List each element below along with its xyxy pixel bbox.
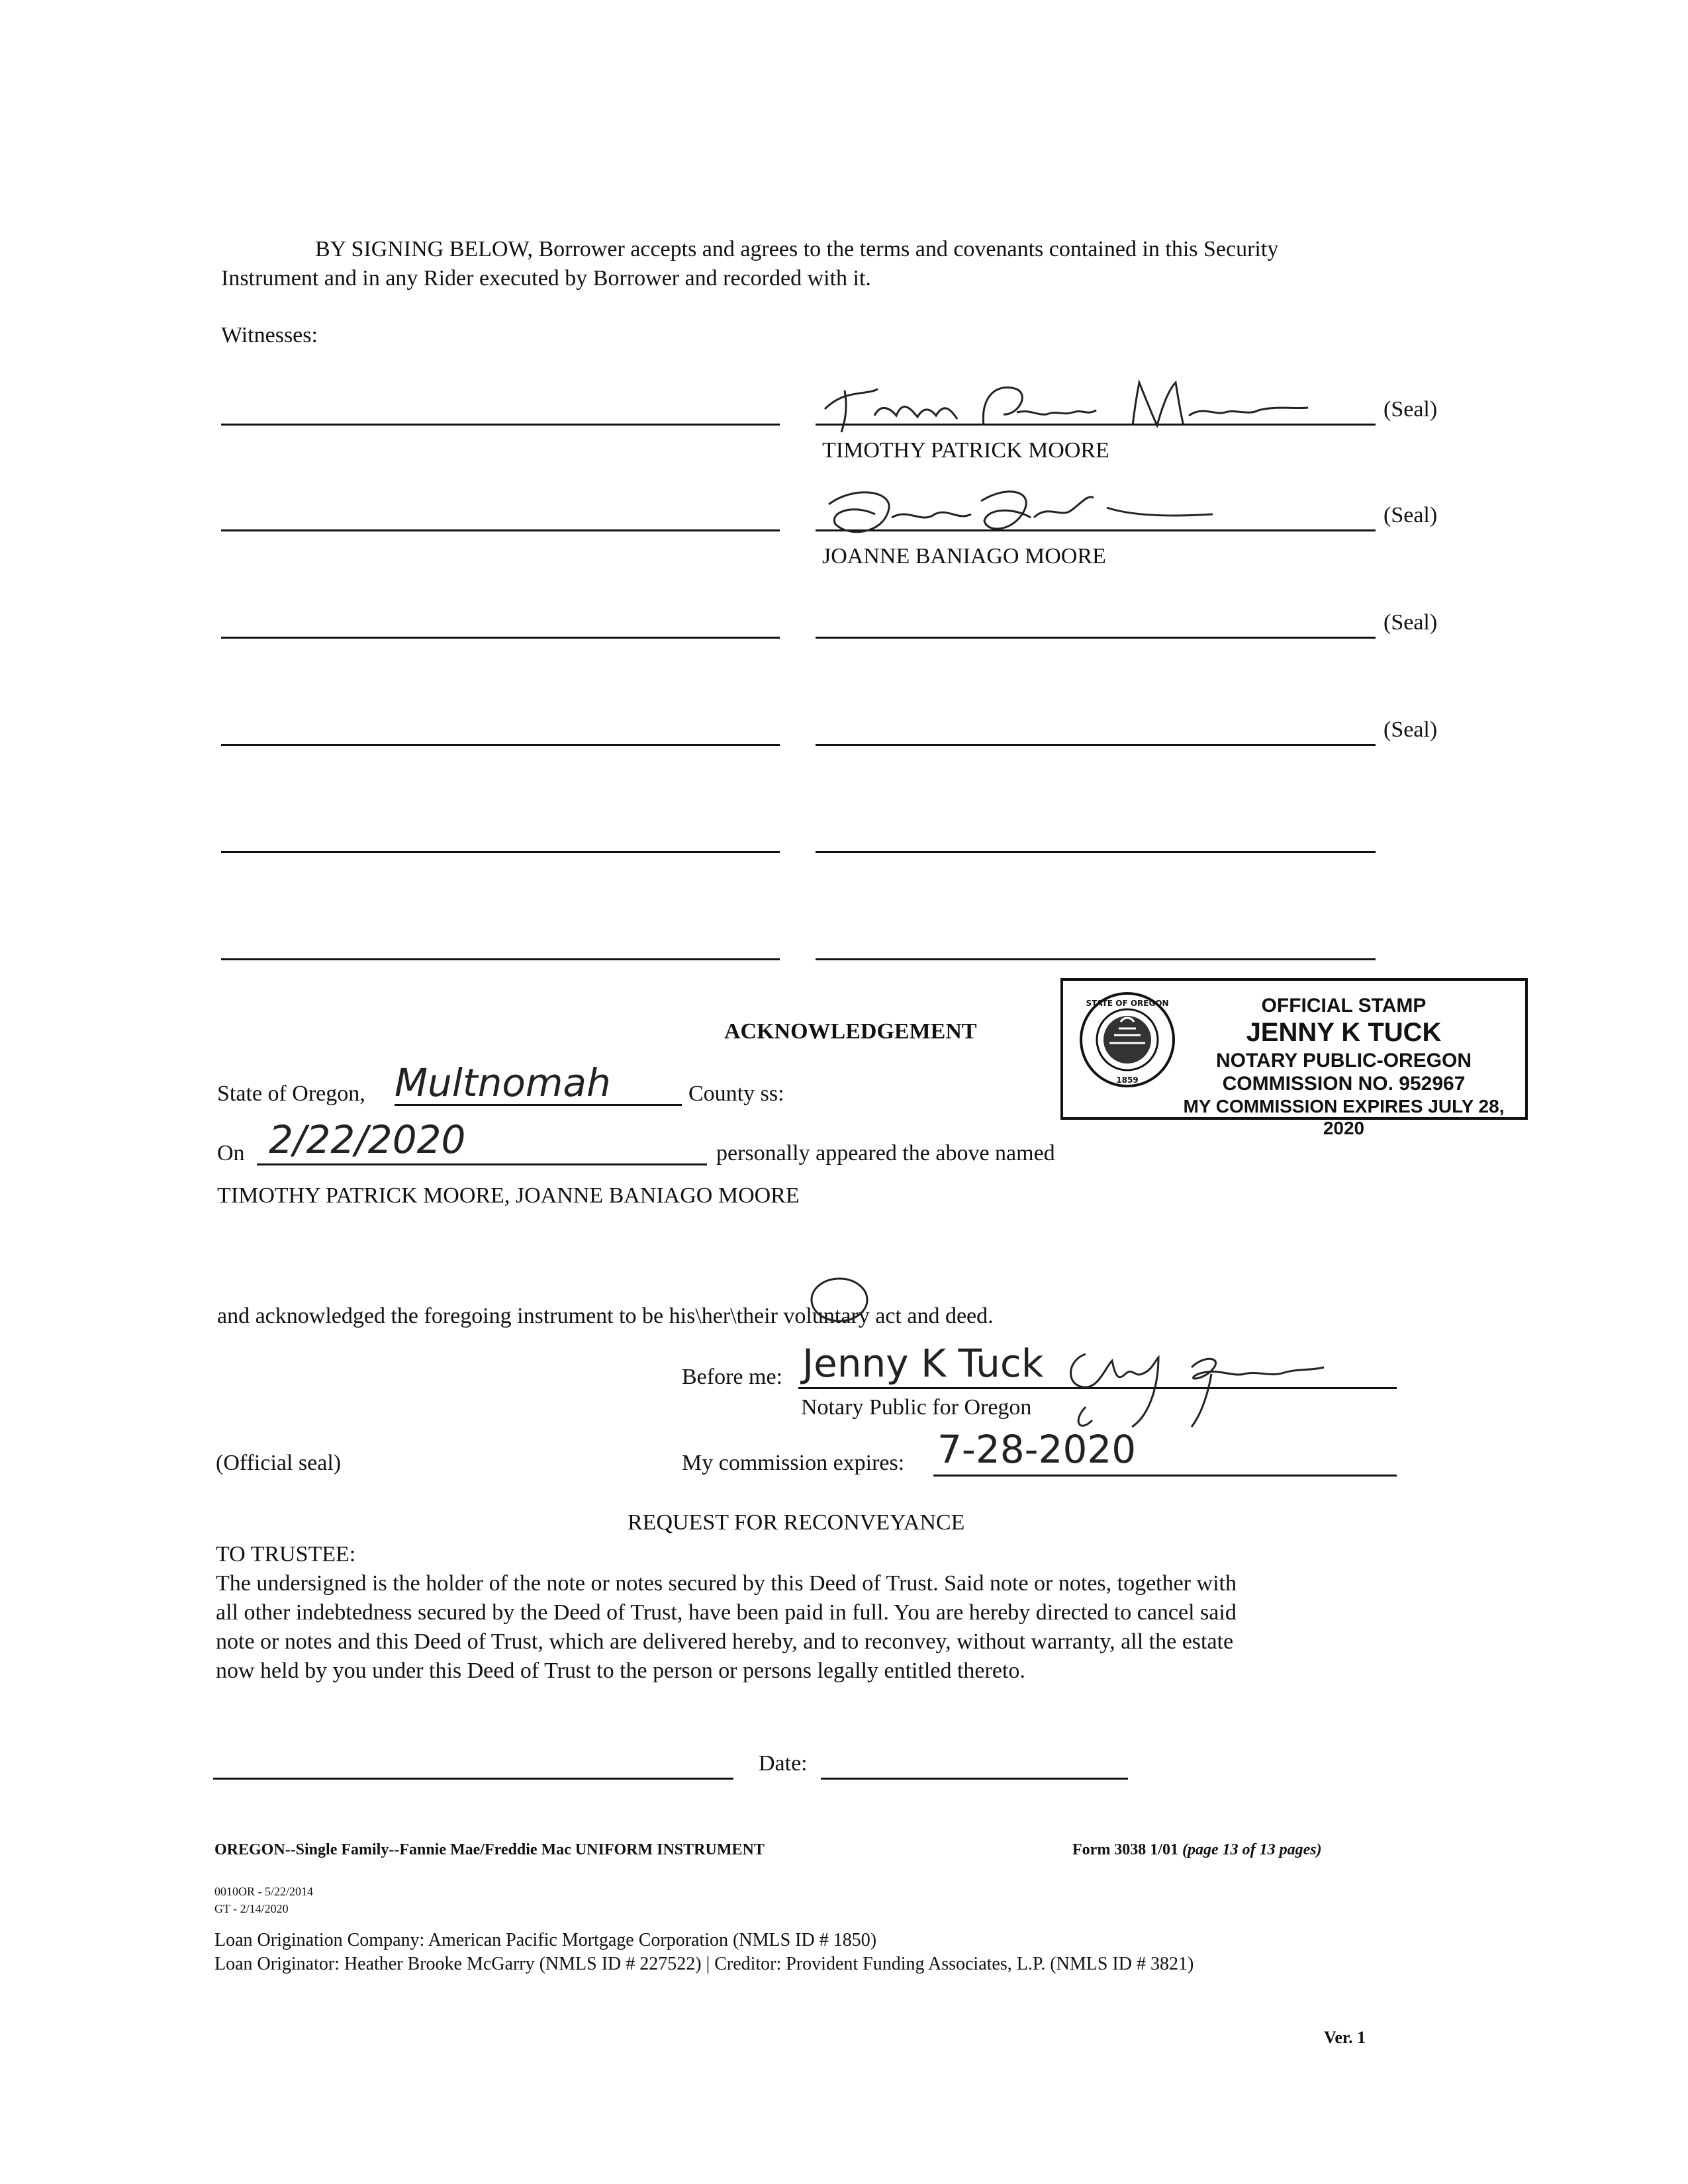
holder-signature-line[interactable]	[213, 1778, 733, 1780]
commission-label: My commission expires:	[682, 1451, 905, 1475]
stamp-line-3: NOTARY PUBLIC-OREGON	[1215, 1049, 1472, 1071]
footer-version: Ver. 1	[1324, 2028, 1366, 2047]
reconveyance-title: REQUEST FOR RECONVEYANCE	[628, 1510, 965, 1535]
oregon-state-seal-icon	[1078, 990, 1177, 1089]
seal-label-3: (Seal)	[1383, 610, 1438, 635]
on-label: On	[217, 1141, 245, 1165]
borrower-line-6[interactable]	[816, 958, 1376, 960]
to-trustee: TO TRUSTEE:	[216, 1542, 356, 1567]
notary-official-stamp	[1060, 978, 1528, 1139]
signer-name-2: JOANNE BANIAGO MOORE	[822, 544, 1106, 569]
footer-origination-company: Loan Origination Company: American Pacific Mortgage Corporation (NMLS ID # 1850)	[214, 1930, 877, 1950]
borrower-line-4[interactable]	[816, 744, 1376, 746]
intro-line-2: Instrument and in any Rider executed by Borrower and recorded with it.	[221, 266, 871, 291]
commission-line[interactable]	[933, 1475, 1397, 1477]
official-seal-label: (Official seal)	[216, 1451, 342, 1475]
stamp-line-2: JENNY K TUCK	[1246, 1018, 1442, 1048]
reconveyance-line-4: now held by you under this Deed of Trust to the person or persons legally entitled thereto.	[216, 1659, 1025, 1683]
before-me-label: Before me:	[682, 1365, 782, 1389]
notary-title: Notary Public for Oregon	[801, 1395, 1032, 1420]
county-handwritten: Multnomah	[395, 1060, 611, 1105]
notary-signature	[1059, 1341, 1350, 1440]
footer-originator: Loan Originator: Heather Brooke McGarry (NMLS ID # 227522) | Creditor: Provident Funding Associates, L.P. (NMLS ID # 3821)	[214, 1954, 1194, 1974]
reconveyance-line-1: The undersigned is the holder of the note or notes secured by this Deed of Trust. Said note or notes, together with	[216, 1571, 1237, 1596]
date-label: Date:	[759, 1751, 808, 1776]
county-suffix: County ss:	[688, 1081, 784, 1106]
svg-text:STATE OF OREGON: STATE OF OREGON	[1086, 999, 1169, 1008]
appeared-text: personally appeared the above named	[716, 1141, 1055, 1165]
svg-text:1859: 1859	[1116, 1075, 1139, 1085]
witness-line-3[interactable]	[221, 637, 780, 639]
stamp-line-4: COMMISSION NO. 952967	[1222, 1072, 1466, 1095]
signature-joanne	[816, 478, 1266, 557]
reconveyance-line-2: all other indebtedness secured by the Deed of Trust, have been paid in full. You are hereby directed to cancel said	[216, 1600, 1237, 1625]
witness-line-1[interactable]	[221, 424, 780, 426]
notary-name-handwritten: Jenny K Tuck	[802, 1341, 1044, 1386]
borrower-line-3[interactable]	[816, 637, 1376, 639]
witness-line-6[interactable]	[221, 958, 780, 960]
seal-label-2: (Seal)	[1383, 503, 1438, 527]
acknowledged-text: and acknowledged the foregoing instrument to be his\her\their voluntary act and deed.	[217, 1304, 994, 1328]
signature-timothy	[818, 369, 1321, 435]
witness-line-2[interactable]	[221, 529, 780, 531]
footer-code-1: 0010OR - 5/22/2014	[214, 1885, 314, 1898]
footer-page: (page 13 of 13 pages)	[1182, 1841, 1322, 1858]
witness-line-4[interactable]	[221, 744, 780, 746]
reconveyance-date-line[interactable]	[821, 1778, 1128, 1780]
footer-form: Form 3038 1/01	[1072, 1841, 1178, 1858]
seal-label-4: (Seal)	[1383, 717, 1438, 742]
date-handwritten: 2/22/2020	[269, 1117, 466, 1162]
stamp-line-5: MY COMMISSION EXPIRES JULY 28, 2020	[1183, 1096, 1505, 1139]
their-circle-mark	[806, 1273, 872, 1326]
borrower-line-5[interactable]	[816, 851, 1376, 853]
reconveyance-line-3: note or notes and this Deed of Trust, which are delivered hereby, and to reconvey, without warranty, all the estate	[216, 1629, 1234, 1654]
witness-line-5[interactable]	[221, 851, 780, 853]
witnesses-label: Witnesses:	[221, 323, 318, 347]
commission-handwritten: 7-28-2020	[937, 1427, 1137, 1472]
footer-instrument: OREGON--Single Family--Fannie Mae/Freddie Mac UNIFORM INSTRUMENT	[214, 1841, 765, 1858]
date-line[interactable]	[257, 1163, 707, 1165]
footer-code-2: GT - 2/14/2020	[214, 1902, 289, 1915]
stamp-line-1: OFFICIAL STAMP	[1261, 995, 1427, 1017]
state-prefix: State of Oregon,	[217, 1081, 365, 1106]
intro-line-1: BY SIGNING BELOW, Borrower accepts and agrees to the terms and covenants contained in this Security	[315, 237, 1279, 261]
signer-name-1: TIMOTHY PATRICK MOORE	[822, 438, 1109, 463]
seal-label-1: (Seal)	[1383, 397, 1438, 422]
acknowledgement-title: ACKNOWLEDGEMENT	[724, 1019, 977, 1044]
named-parties: TIMOTHY PATRICK MOORE, JOANNE BANIAGO MOORE	[217, 1183, 800, 1208]
